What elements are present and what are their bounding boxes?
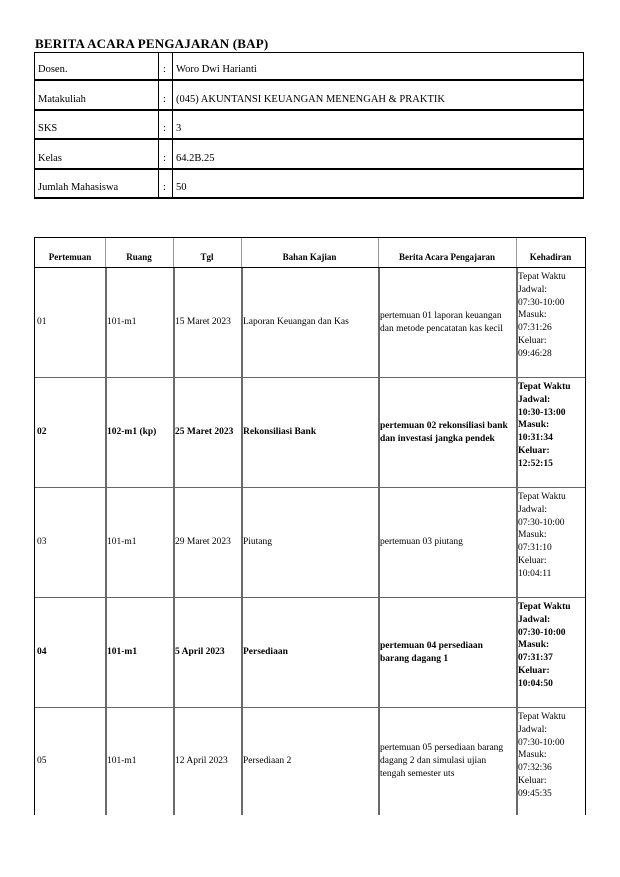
cell-ruang: 101-m1 [107,756,137,767]
kehadiran-keluar-label: Keluar: [518,776,547,787]
cell-bahan-kajian: Rekonsiliasi Bank [243,427,317,438]
cell-berita-acara: pertemuan 03 piutang [380,537,463,548]
kehadiran-masuk-label: Masuk: [518,640,550,651]
info-value: (045) AKUNTANSI KEUANGAN MENENGAH & PRAKTIK [176,93,445,105]
cell-tgl: 15 Maret 2023 [175,317,231,328]
info-label: Kelas [38,152,62,164]
cell-ruang: 101-m1 [107,317,137,328]
kehadiran-masuk-label: Masuk: [518,310,547,321]
cell-bahan-kajian: Piutang [243,537,273,548]
kehadiran-masuk-label: Masuk: [518,420,550,431]
kehadiran-keluar-time: 10:04:50 [518,678,553,689]
attendance-table [34,237,586,815]
document-title: BERITA ACARA PENGAJARAN (BAP) [35,36,269,51]
cell-bahan-kajian: Laporan Keuangan dan Kas [243,317,349,328]
kehadiran-masuk-time: 10:31:34 [518,433,553,444]
info-label: Dosen. [38,64,68,76]
info-row-kelas [34,140,584,169]
kehadiran-keluar-time: 10:04:11 [518,568,552,579]
info-row-jumlah-mahasiswa [34,170,584,199]
kehadiran-status: Tepat Waktu [518,602,571,612]
kehadiran-jadwal-time: 10:30-13:00 [518,407,566,418]
kehadiran-status: Tepat Waktu [518,272,566,282]
cell-pertemuan: 03 [37,537,47,548]
kehadiran-keluar-time: 09:46:28 [518,348,552,359]
table-header [35,238,585,268]
cell-tgl: 12 April 2023 [175,756,228,767]
kehadiran-jadwal-label: Jadwal: [518,284,548,295]
kehadiran-jadwal-time: 07:30-10:00 [518,517,565,528]
kehadiran-keluar-label: Keluar: [518,666,550,677]
cell-berita-acara: pertemuan 01 laporan keuangan dan metode pencatatan kas kecil [380,310,503,334]
cell-bahan-kajian: Persediaan [243,647,288,658]
kehadiran-jadwal-label: Jadwal: [518,724,548,735]
cell-bahan-kajian: Persediaan 2 [243,756,292,767]
cell-pertemuan: 05 [37,756,47,767]
kehadiran-masuk-label: Masuk: [518,530,547,541]
kehadiran-keluar-label: Keluar: [518,446,550,457]
info-row-dosen [34,52,584,81]
kehadiran-masuk-label: Masuk: [518,750,547,761]
table-row [35,488,585,598]
header-berita-acara: Berita Acara Pengajaran [399,252,495,262]
kehadiran-status: Tepat Waktu [518,712,566,722]
kehadiran-jadwal-label: Jadwal: [518,394,551,405]
info-value: 64.2B.25 [176,152,215,164]
kehadiran-keluar-label: Keluar: [518,336,547,347]
kehadiran-jadwal-label: Jadwal: [518,504,548,515]
info-table [34,52,584,199]
cell-berita-acara: pertemuan 02 rekonsiliasi bank dan investasi jangka pendek [380,420,508,444]
cell-ruang: 101-m1 [107,537,137,548]
kehadiran-jadwal-label: Jadwal: [518,614,551,625]
cell-kehadiran [516,268,585,377]
info-colon: : [163,152,166,164]
cell-kehadiran [516,708,585,815]
kehadiran-status: Tepat Waktu [518,492,566,502]
header-bahan-kajian: Bahan Kajian [282,252,337,262]
cell-ruang: 102-m1 (kp) [107,427,157,438]
info-value: 3 [176,123,182,135]
kehadiran-jadwal-time: 07:30-10:00 [518,627,566,638]
info-label: SKS [38,123,58,135]
header-ruang: Ruang [126,252,152,262]
info-value: 50 [176,181,187,193]
cell-tgl: 29 Maret 2023 [175,537,231,548]
info-colon: : [163,181,166,193]
kehadiran-masuk-time: 07:31:37 [518,653,553,664]
kehadiran-status: Tepat Waktu [518,382,571,392]
info-colon: : [163,64,166,76]
cell-berita-acara: pertemuan 04 persediaan barang dagang 1 [380,640,483,664]
cell-kehadiran [516,378,585,487]
kehadiran-jadwal-time: 07:30-10:00 [518,297,565,308]
kehadiran-masuk-time: 07:31:26 [518,323,552,334]
table-row [35,378,585,488]
cell-kehadiran [516,488,585,597]
header-kehadiran: Kehadiran [529,252,572,262]
info-row-sks [34,111,584,140]
info-value: Woro Dwi Harianti [176,64,257,76]
table-row [35,268,585,378]
kehadiran-masuk-time: 07:32:36 [518,763,552,774]
info-label: Matakuliah [38,93,86,105]
header-pertemuan: Pertemuan [48,252,92,262]
info-colon: : [163,123,166,135]
cell-berita-acara: pertemuan 05 persediaan barang dagang 2 dan simulasi ujian tengah semester uts [380,743,504,779]
kehadiran-keluar-time: 09:45:35 [518,788,552,799]
cell-pertemuan: 01 [37,317,47,328]
info-row-matakuliah [34,81,584,110]
kehadiran-masuk-time: 07:31:10 [518,543,552,554]
cell-kehadiran [516,598,585,707]
table-row [35,708,585,815]
cell-pertemuan: 04 [37,647,47,658]
kehadiran-keluar-time: 12:52:15 [518,458,553,469]
table-row [35,598,585,708]
cell-pertemuan: 02 [37,427,47,438]
cell-tgl: 25 Maret 2023 [175,427,234,438]
kehadiran-keluar-label: Keluar: [518,556,547,567]
info-colon: : [163,93,166,105]
cell-ruang: 101-m1 [107,647,138,658]
header-tgl: Tgl [200,252,214,262]
info-label: Jumlah Mahasiswa [38,181,119,193]
cell-tgl: 5 April 2023 [175,647,225,658]
kehadiran-jadwal-time: 07:30-10:00 [518,737,565,748]
